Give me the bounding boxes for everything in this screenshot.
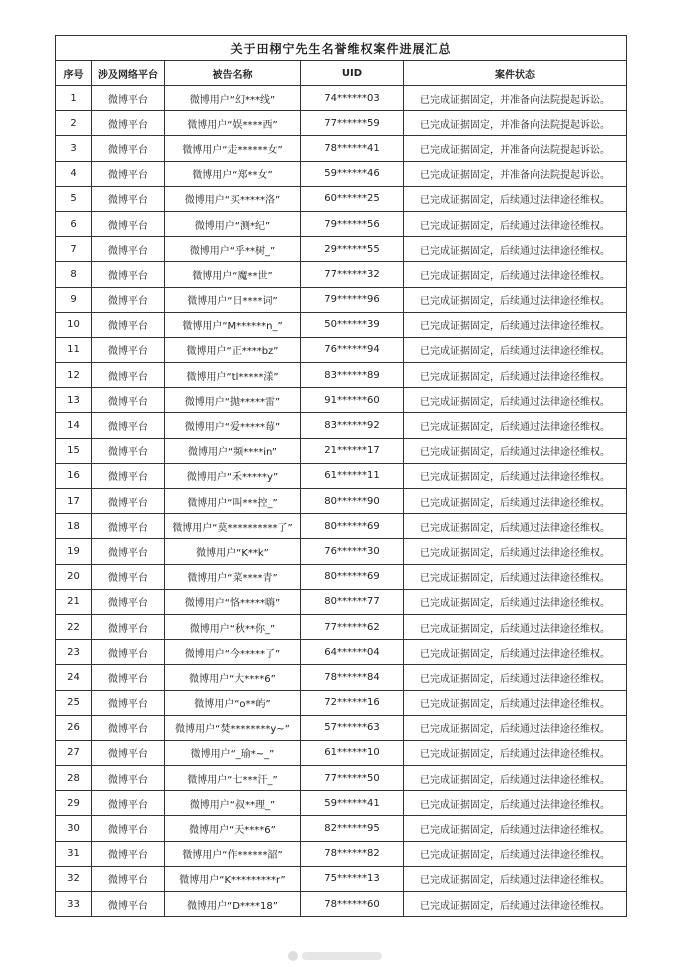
cell-uid: 57******63 [301,715,404,740]
table-row [56,413,627,438]
cell-status: 已完成证据固定，后续通过法律途径维权。 [404,211,627,236]
cell-platform: 微博平台 [92,740,165,765]
cell-platform: 微博平台 [92,690,165,715]
table-row [56,388,627,413]
cell-status: 已完成证据固定，后续通过法律途径维权。 [404,514,627,539]
cell-account: 微博用户“郑**女” [165,161,301,186]
cell-uid: 79******56 [301,211,404,236]
header-no: 序号 [56,61,92,86]
cell-no: 26 [56,715,92,740]
table-row [56,161,627,186]
cell-no: 4 [56,161,92,186]
table-row [56,337,627,362]
cell-no: 23 [56,640,92,665]
cell-no: 15 [56,438,92,463]
cell-uid: 78******82 [301,841,404,866]
cell-account: 微博用户“恪*****嗨” [165,589,301,614]
cell-no: 5 [56,186,92,211]
cell-status: 已完成证据固定，后续通过法律途径维权。 [404,589,627,614]
cell-platform: 微博平台 [92,186,165,211]
cell-uid: 61******10 [301,740,404,765]
table-row [56,589,627,614]
table-row [56,363,627,388]
cell-status: 已完成证据固定，后续通过法律途径维权。 [404,489,627,514]
cell-no: 24 [56,665,92,690]
table-row [56,312,627,337]
cell-account: 微博用户“爱*****莓” [165,413,301,438]
table-row [56,186,627,211]
watermark-bar [302,952,382,960]
cell-platform: 微博平台 [92,211,165,236]
cell-uid: 60******25 [301,186,404,211]
cell-platform: 微博平台 [92,766,165,791]
cell-account: 微博用户“菜****青” [165,564,301,589]
cell-platform: 微博平台 [92,791,165,816]
table-row [56,665,627,690]
cell-account: 微博用户“抛*****雷” [165,388,301,413]
table-row [56,614,627,639]
cell-account: 微博用户“秋**你_” [165,614,301,639]
cell-account: 微博用户“频****in” [165,438,301,463]
cell-platform: 微博平台 [92,287,165,312]
cell-no: 14 [56,413,92,438]
cell-account: 微博用户“K*********r” [165,866,301,891]
cell-platform: 微博平台 [92,86,165,111]
cell-platform: 微博平台 [92,489,165,514]
cell-account: 微博用户“K**k” [165,539,301,564]
cell-uid: 76******94 [301,337,404,362]
cell-platform: 微博平台 [92,388,165,413]
cell-uid: 76******30 [301,539,404,564]
cell-platform: 微博平台 [92,640,165,665]
table-row [56,463,627,488]
table-row [56,211,627,236]
cell-account: 微博用户“娱****西” [165,111,301,136]
cell-account: 微博用户“_瑜*~_” [165,740,301,765]
cell-platform: 微博平台 [92,337,165,362]
cell-uid: 59******46 [301,161,404,186]
cell-account: 微博用户“D****18” [165,892,301,917]
cell-status: 已完成证据固定，后续通过法律途径维权。 [404,766,627,791]
cell-uid: 83******89 [301,363,404,388]
table-title-row [56,36,627,61]
cell-platform: 微博平台 [92,715,165,740]
cell-status: 已完成证据固定，后续通过法律途径维权。 [404,312,627,337]
cell-account: 微博用户“日****词” [165,287,301,312]
cell-account: 微博用户“今*****了” [165,640,301,665]
cell-uid: 77******59 [301,111,404,136]
cell-uid: 72******16 [301,690,404,715]
table-body [56,86,627,917]
cell-account: 微博用户“tl*****漾” [165,363,301,388]
cell-no: 1 [56,86,92,111]
cell-status: 已完成证据固定，后续通过法律途径维权。 [404,363,627,388]
cell-account: 微博用户“天****6” [165,816,301,841]
cell-status: 已完成证据固定，后续通过法律途径维权。 [404,715,627,740]
table-row [56,841,627,866]
cell-uid: 82******95 [301,816,404,841]
cell-status: 已完成证据固定，后续通过法律途径维权。 [404,892,627,917]
cell-account: 微博用户“走******女” [165,136,301,161]
cell-status: 已完成证据固定，后续通过法律途径维权。 [404,665,627,690]
cell-status: 已完成证据固定，后续通过法律途径维权。 [404,841,627,866]
cell-platform: 微博平台 [92,614,165,639]
cell-platform: 微博平台 [92,237,165,262]
cell-platform: 微博平台 [92,816,165,841]
cell-platform: 微博平台 [92,539,165,564]
cell-uid: 83******92 [301,413,404,438]
cell-no: 6 [56,211,92,236]
table-header-row [56,61,627,86]
cell-account: 微博用户“o**屿” [165,690,301,715]
cell-status: 已完成证据固定，后续通过法律途径维权。 [404,413,627,438]
cell-platform: 微博平台 [92,413,165,438]
cell-uid: 77******32 [301,262,404,287]
cell-no: 21 [56,589,92,614]
cell-no: 18 [56,514,92,539]
cell-status: 已完成证据固定，并准备向法院提起诉讼。 [404,111,627,136]
table-row [56,766,627,791]
table-row [56,514,627,539]
cell-platform: 微博平台 [92,438,165,463]
cell-account: 微博用户“M******n_” [165,312,301,337]
cell-no: 19 [56,539,92,564]
cell-uid: 79******96 [301,287,404,312]
cell-status: 已完成证据固定，后续通过法律途径维权。 [404,791,627,816]
cell-account: 微博用户“幻***线” [165,86,301,111]
cell-status: 已完成证据固定，后续通过法律途径维权。 [404,287,627,312]
header-status: 案件状态 [404,61,627,86]
table-row [56,262,627,287]
cell-platform: 微博平台 [92,866,165,891]
cell-status: 已完成证据固定，后续通过法律途径维权。 [404,262,627,287]
table-row [56,690,627,715]
cell-no: 11 [56,337,92,362]
cell-platform: 微博平台 [92,589,165,614]
cell-status: 已完成证据固定，后续通过法律途径维权。 [404,337,627,362]
table-row [56,564,627,589]
cell-platform: 微博平台 [92,841,165,866]
cell-account: 微博用户“焚********y~” [165,715,301,740]
cell-account: 微博用户“魔**世” [165,262,301,287]
cell-status: 已完成证据固定，后续通过法律途径维权。 [404,640,627,665]
cell-no: 29 [56,791,92,816]
cell-uid: 80******90 [301,489,404,514]
cell-uid: 80******69 [301,514,404,539]
cell-account: 微博用户“正****bz” [165,337,301,362]
cell-status: 已完成证据固定，并准备向法院提起诉讼。 [404,161,627,186]
cell-account: 微博用户“七***汗_” [165,766,301,791]
cell-no: 17 [56,489,92,514]
table-row [56,111,627,136]
cell-account: 微博用户“叔**理_” [165,791,301,816]
cell-no: 30 [56,816,92,841]
table-row [56,86,627,111]
cell-no: 28 [56,766,92,791]
cell-no: 8 [56,262,92,287]
cell-no: 12 [56,363,92,388]
cell-platform: 微博平台 [92,892,165,917]
cell-account: 微博用户“买*****洛” [165,186,301,211]
cell-status: 已完成证据固定，后续通过法律途径维权。 [404,740,627,765]
table-row [56,237,627,262]
table-row [56,715,627,740]
cell-no: 27 [56,740,92,765]
table-title: 关于田栩宁先生名誉维权案件进展汇总 [56,36,627,61]
cell-uid: 50******39 [301,312,404,337]
cell-status: 已完成证据固定，后续通过法律途径维权。 [404,866,627,891]
cell-platform: 微博平台 [92,262,165,287]
cell-platform: 微博平台 [92,514,165,539]
cell-account: 微博用户“叫***控_” [165,489,301,514]
table-row [56,892,627,917]
table-row [56,136,627,161]
header-account: 被告名称 [165,61,301,86]
cell-account: 微博用户“作******韶” [165,841,301,866]
table-row [56,740,627,765]
cell-uid: 21******17 [301,438,404,463]
watermark-logo-icon [288,951,298,961]
cell-status: 已完成证据固定，后续通过法律途径维权。 [404,816,627,841]
cell-status: 已完成证据固定，后续通过法律途径维权。 [404,463,627,488]
cell-status: 已完成证据固定，后续通过法律途径维权。 [404,388,627,413]
cell-platform: 微博平台 [92,161,165,186]
cell-no: 10 [56,312,92,337]
cell-account: 微博用户“测*纪” [165,211,301,236]
cell-no: 20 [56,564,92,589]
cell-account: 微博用户“莫**********了” [165,514,301,539]
header-uid: UID [301,61,404,86]
cell-uid: 77******50 [301,766,404,791]
cell-platform: 微博平台 [92,463,165,488]
cell-platform: 微博平台 [92,111,165,136]
cell-status: 已完成证据固定，后续通过法律途径维权。 [404,690,627,715]
cell-platform: 微博平台 [92,665,165,690]
table-row [56,866,627,891]
cell-status: 已完成证据固定，后续通过法律途径维权。 [404,539,627,564]
cell-platform: 微博平台 [92,312,165,337]
cell-no: 32 [56,866,92,891]
header-platform: 涉及网络平台 [92,61,165,86]
table-row [56,640,627,665]
cell-no: 2 [56,111,92,136]
cell-status: 已完成证据固定，后续通过法律途径维权。 [404,614,627,639]
cell-uid: 78******41 [301,136,404,161]
cell-uid: 80******69 [301,564,404,589]
table-row [56,791,627,816]
cell-uid: 29******55 [301,237,404,262]
cell-account: 微博用户“乎**树_” [165,237,301,262]
cell-status: 已完成证据固定，后续通过法律途径维权。 [404,186,627,211]
cell-no: 3 [56,136,92,161]
cell-uid: 75******13 [301,866,404,891]
cell-no: 31 [56,841,92,866]
table-row [56,539,627,564]
cell-account: 微博用户“大****6” [165,665,301,690]
cell-platform: 微博平台 [92,363,165,388]
cell-no: 13 [56,388,92,413]
cell-uid: 91******60 [301,388,404,413]
cell-uid: 59******41 [301,791,404,816]
table-row [56,489,627,514]
cell-status: 已完成证据固定，后续通过法律途径维权。 [404,564,627,589]
cell-uid: 61******11 [301,463,404,488]
weibo-watermark [288,948,408,964]
cell-no: 7 [56,237,92,262]
cell-uid: 64******04 [301,640,404,665]
cell-uid: 78******84 [301,665,404,690]
cell-no: 9 [56,287,92,312]
cell-no: 33 [56,892,92,917]
cell-uid: 78******60 [301,892,404,917]
table-row [56,438,627,463]
cell-status: 已完成证据固定，并准备向法院提起诉讼。 [404,136,627,161]
cell-platform: 微博平台 [92,136,165,161]
cell-uid: 80******77 [301,589,404,614]
cell-no: 22 [56,614,92,639]
cell-status: 已完成证据固定，后续通过法律途径维权。 [404,237,627,262]
document-page [55,35,626,917]
case-progress-table [55,35,627,917]
cell-no: 25 [56,690,92,715]
cell-platform: 微博平台 [92,564,165,589]
cell-account: 微博用户“禾*****y” [165,463,301,488]
cell-uid: 77******62 [301,614,404,639]
cell-status: 已完成证据固定，并准备向法院提起诉讼。 [404,86,627,111]
cell-status: 已完成证据固定，后续通过法律途径维权。 [404,438,627,463]
table-row [56,287,627,312]
cell-no: 16 [56,463,92,488]
table-row [56,816,627,841]
cell-uid: 74******03 [301,86,404,111]
